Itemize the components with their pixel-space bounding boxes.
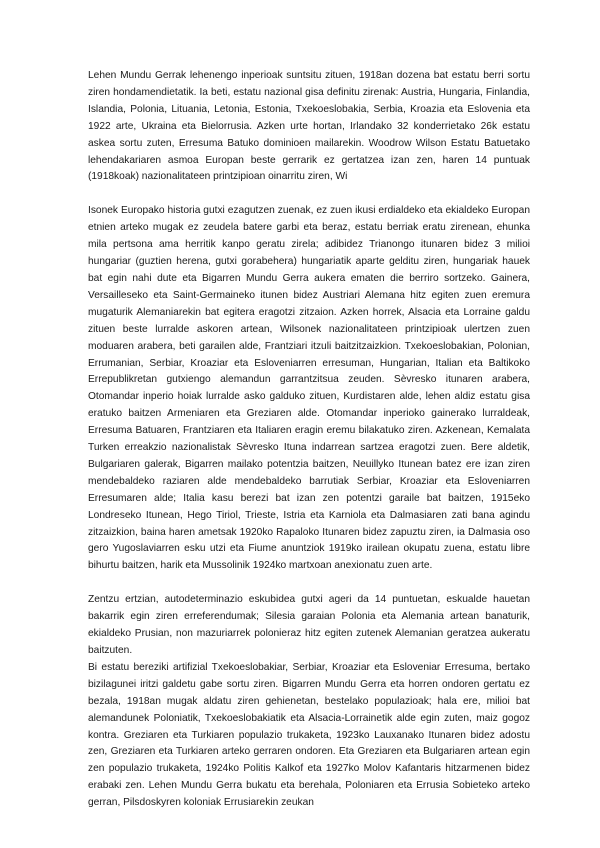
paragraph-3: Zentzu ertzian, autodeterminazio eskubidea gutxi ageri da 14 puntuetan, eskualde hauetan bakarrik egin ziren erreferendumak; Silesia garaian Polonia eta Alemania artean banaturik, ekialdeko Prusian, non mazuriarrek polonieraz hitz egiten zutenek Alemanian geratzea aukeratu baitzuten. [88,594,530,656]
document-body [88,68,530,812]
paragraph-2: Isonek Europako historia gutxi ezagutzen zuenak, ez zuen ikusi erdialdeko eta ekialdeko Europan etnien arteko mugak ez zeudela batere garbi eta beraz, estatu berriak eratu zirenean, ehunka mila pertsona ama herritik kanpo geratu zirela; adibidez Trianongo itunaren bidez 3 milioi hungariar (guztien herena, gutxi gorabehera) hungariatik aparte gelditu ziren, hungariak hauek bat egin nahi dute eta Bigarren Mundu Gerra aukera ematen die berriro sortzeko. Gainera, Versailleseko eta Saint-Germaineko itunen bidez Austriari Alemana hitz egiten zuen eremura mugaturik Alemaniarekin bat egitera eragotzi zitzaion. Azken horrek, Alsacia eta Lorraine galdu zituen beste lurralde askoren artean, Wilsonek nazionalitateen printzipioak ulertzen zuen moduaren arabera, beti garailen alde, Frantziari itzuli baitzitzaizkion. Txekoeslobakian, Polonian, Errumanian, Serbiar, Kroaziar eta Esloveniarren erresuman, Hungarian, Italian eta Baltikoko Errepublikretan gutxiengo alemandun garrantzitsua zeuden. Sèvresko itunaren arabera, Otomandar inperio hoiak lurralde asko galduko zituen, Kurdistaren alde, lehen aldiz estatu gisa eratuko baitzen Armeniaren eta Greziaren alde. Otomandar inperioko gainerako lurraldeak, Erresuma Batuaren, Frantziaren eta Italiaren eragin eremu bilakatuko ziren. Azkenean, Kemalata Turken erreakzio nazionalistak Sèvresko Ituna indarrean sartzea eragotzi zuen. Bere aldetik, Bulgariaren galerak, Bigarren mailako potentzia baitzen, Neuillyko Itunean batez ere izan ziren mendebaldeko raziaren alde mendebaldeko barrutiak Serbiar, Kroaziar eta Esloveniarren Erresumaren alde; Italia kasu berezi bat izan zen potentzi garaile bat baitzen, 1915eko Londreseko Itunean, Hego Tiriol, Trieste, Istria eta Karniola eta Dalmasiaren zati bana agindu zitzaizkion, baina haren ametsak 1920ko Rapaloko Itunaren bidez zapuztu ziren, ia Dalmasia oso gero Yugoslaviarren esku utzi eta Fiume anuntziok 1919ko irailean okupatu zuena, estatu libre bihurtu baitzen, harik eta Mussolinik 1924ko martxoan anexionatu zuen arte. [88,205,530,572]
paragraph-1: Lehen Mundu Gerrak lehenengo inperioak suntsitu zituen, 1918an dozena bat estatu berri sortu ziren hondamendietatik. Ia beti, estatu nazional gisa definitu zirenak: Austria, Hungaria, Finlandia, Islandia, Polonia, Lituania, Letonia, Estonia, Txekoeslobakia, Serbia, Kroazia eta Eslovenia eta 1922 arte, Ukraina eta Bielorrusia. Azken urte hortan, Irlandako 32 konderrietako 26k estatu askea sortu zuten, Erresuma Batuko dominioen mailarekin. Woodrow Wilson Estatu Batuetako lehendakariaren asmoa Europan beste gerrarik ez gertatzea izan zen, haren 14 puntuak (1918koak) nazionalitateen printzipioan oinarritu ziren, Wi [88,70,530,183]
paragraph-4: Bi estatu bereziki artifizial Txekoeslobakiar, Serbiar, Kroaziar eta Esloveniar Erresuma, bertako bizilagunei iritzi galdetu gabe sortu ziren. Bigarren Mundu Gerra eta horren ondoren gertatu ez bezala, 1918an mugak aldatu ziren gehienetan, bestelako populazioak; hala ere, milioi bat alemandunek Poloniatik, Txekoeslobakiatik eta Alsacia-Lorrainetik alde egin zuten, maiz gogoz kontra. Greziaren eta Turkiaren populazio trukaketa, 1923ko Lauxanako Itunaren bidez adostu zen, Greziaren eta Turkiaren arteko gerraren ondoren. Eta Greziaren eta Bulgariaren artean egin zen populazio trukaketa, 1924ko Politis Kalkof eta 1927ko Molov Kafantaris hitzarmenen bidez erabaki zen. Lehen Mundu Gerra bukatu eta berehala, Poloniaren eta Errusia Sobieteko arteko gerran, Pilsdoskyren koloniak Errusiarekin zeukan [88,661,530,809]
